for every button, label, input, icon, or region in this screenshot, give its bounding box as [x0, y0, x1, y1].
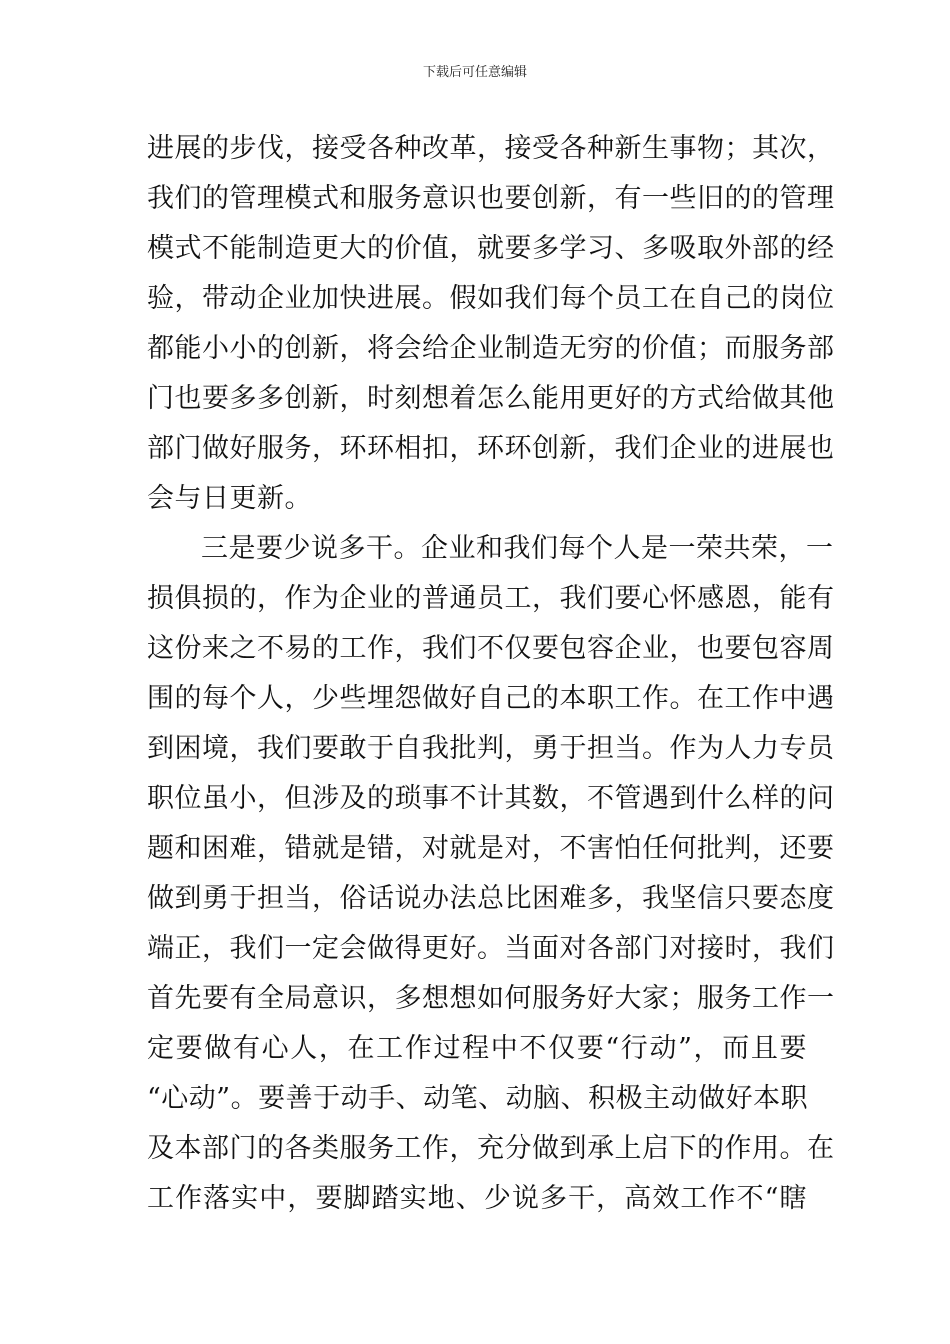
text-line: “心动”。要善于动手、动笔、动脑、积极主动做好本职	[147, 1083, 809, 1114]
text-line: 首先要有全局意识，多想想如何服务好大家；服务工作一	[147, 983, 835, 1014]
text-line: 损俱损的，作为企业的普通员工，我们要心怀感恩，能有	[147, 583, 835, 614]
text-line: 题和困难，错就是错，对就是对，不害怕任何批判，还要	[147, 833, 835, 864]
text-line: 端正，我们一定会做得更好。当面对各部门对接时，我们	[147, 933, 835, 964]
text-line: 进展的步伐，接受各种改革，接受各种新生事物；其次，	[147, 133, 835, 164]
text-line: 验，带动企业加快进展。假如我们每个员工在自己的岗位	[147, 283, 835, 314]
text-line: 定要做有心人，在工作过程中不仅要“行动”，而且要	[147, 1033, 807, 1064]
text-line: 会与日更新。	[147, 483, 312, 514]
text-line: 这份来之不易的工作，我们不仅要包容企业，也要包容周	[147, 633, 835, 664]
text-line: 部门做好服务，环环相扣，环环创新，我们企业的进展也	[147, 433, 835, 464]
text-line: 门也要多多创新，时刻想着怎么能用更好的方式给做其他	[147, 383, 835, 414]
paragraph-first-line: 三是要少说多干。企业和我们每个人是一荣共荣，一	[201, 533, 834, 564]
text-line: 都能小小的创新，将会给企业制造无穷的价值；而服务部	[147, 333, 835, 364]
text-line: 职位虽小，但涉及的琐事不计其数，不管遇到什么样的问	[147, 783, 835, 814]
text-line: 模式不能制造更大的价值，就要多学习、多吸取外部的经	[147, 233, 835, 264]
text-line: 及本部门的各类服务工作，充分做到承上启下的作用。在	[147, 1133, 835, 1164]
text-line: 到困境，我们要敢于自我批判，勇于担当。作为人力专员	[147, 733, 835, 764]
text-line: 我们的管理模式和服务意识也要创新，有一些旧的的管理	[147, 183, 835, 214]
document-body	[147, 124, 835, 1224]
text-line: 围的每个人，少些埋怨做好自己的本职工作。在工作中遇	[147, 683, 835, 714]
text-line: 做到勇于担当，俗话说办法总比困难多，我坚信只要态度	[147, 883, 835, 914]
text-line: 工作落实中，要脚踏实地、少说多干，高效工作不“瞎	[147, 1183, 807, 1214]
page-header: 下载后可任意编辑	[422, 65, 527, 80]
